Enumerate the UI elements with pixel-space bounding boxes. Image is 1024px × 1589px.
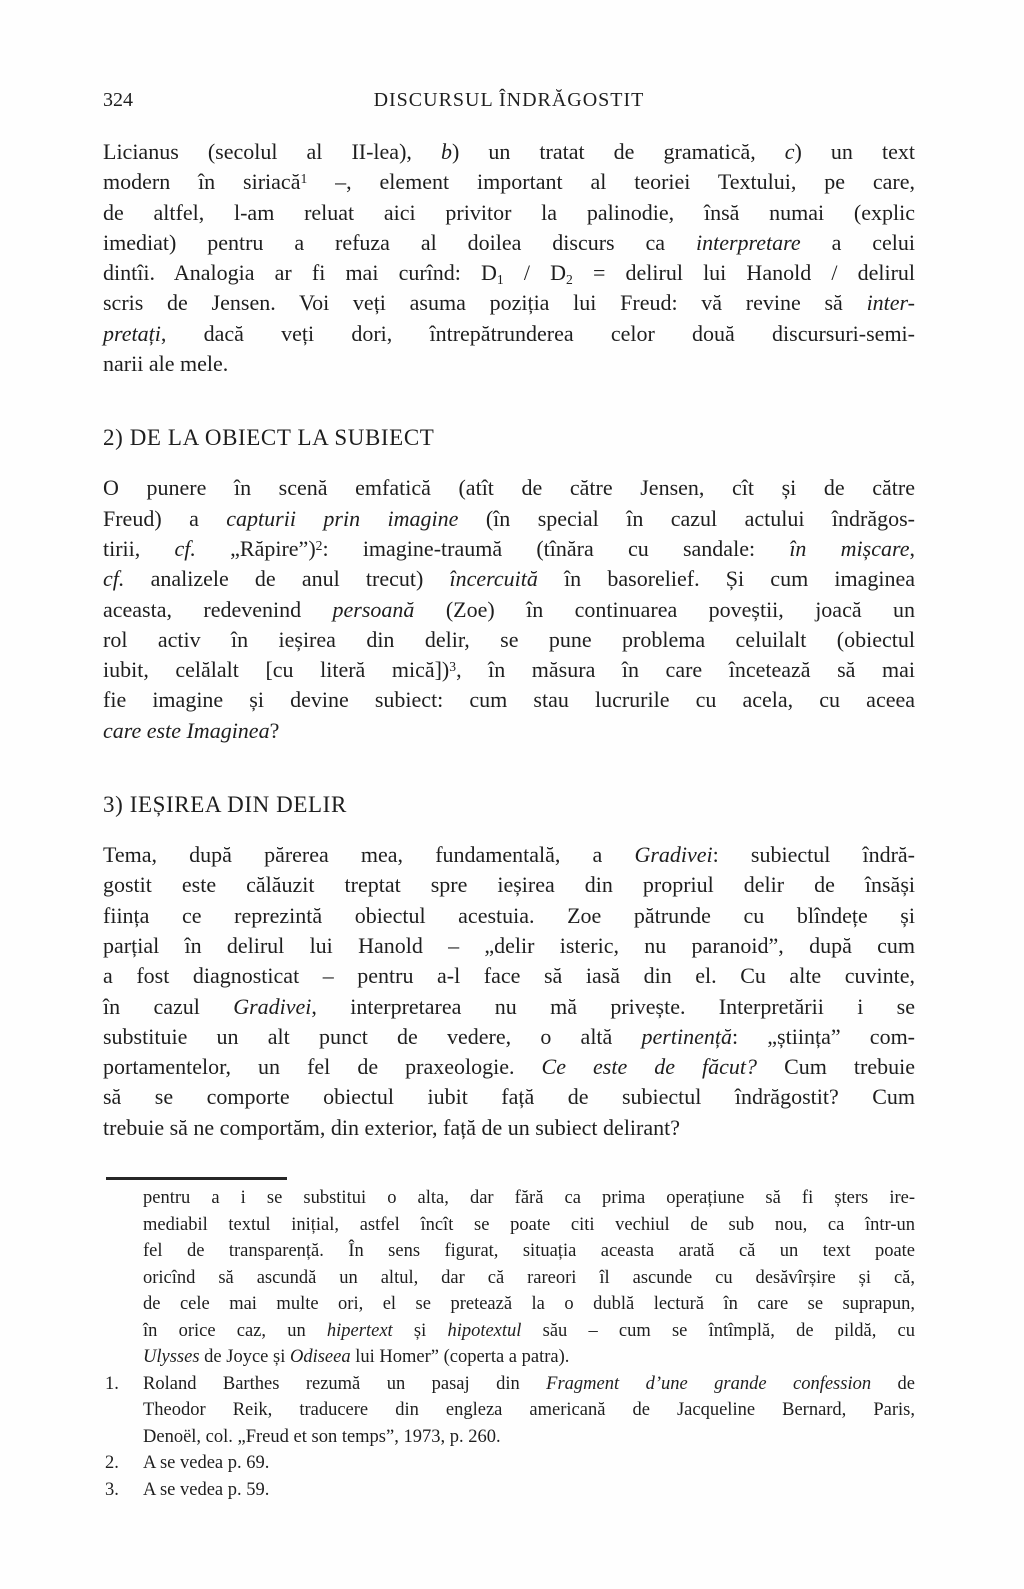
page-number: 324 <box>103 89 133 111</box>
text-line: Ulysses de Joyce și Odiseea lui Homer” (coperta a patra). <box>143 1347 570 1368</box>
text-line: ființa ce reprezintă obiectul acestuia. Zoe pătrunde cu blîndețe și <box>103 902 915 928</box>
emphasis-text: b <box>440 139 452 164</box>
text-line: Theodor Reik, traducere din engleza americană de Jacqueline Bernard, Paris, <box>143 1400 915 1421</box>
section-heading-2: 2) DE LA OBIECT LA SUBIECT <box>103 425 435 451</box>
footnote-continuation <box>143 1185 915 1371</box>
text-line: dintîi. Analogia ar fi mai curînd: D1 / D2 = delirul lui Hanold / delirul <box>103 260 916 287</box>
text-line: de altfel, l-am reluat aici privitor la palinodie, însă numai (explic <box>103 199 915 225</box>
text-line: A se vedea p. 59. <box>143 1479 270 1500</box>
text-line: aceasta, redevenind persoană (Zoe) în continuarea poveștii, joacă un <box>103 596 915 622</box>
text-line: fel de transparență. În sens figurat, situația aceasta arată că un text poate <box>143 1241 915 1262</box>
footnote-reference: 3 <box>449 659 457 675</box>
emphasis-text: Ce este de făcut? <box>541 1054 758 1080</box>
footnote-item-1 <box>103 1371 915 1451</box>
text-line: de cele mai multe ori, el se pretează la o dublă lectură în care se suprapun, <box>143 1294 915 1315</box>
emphasis-text: cf. <box>103 566 125 592</box>
page-header <box>103 85 915 115</box>
emphasis-text: Ulysses <box>143 1347 200 1368</box>
text-line: scris de Jensen. Voi veți asuma poziția lui Freud: vă revine să inter- <box>103 290 915 316</box>
footnote-item-2 <box>103 1450 915 1477</box>
text-line: substituie un alt punct de vedere, o altă pertinență: „știința” com- <box>103 1023 916 1049</box>
footnote-text <box>143 1477 915 1504</box>
subscript-text: 2 <box>566 272 573 287</box>
emphasis-text: care este Imaginea <box>103 717 270 743</box>
emphasis-text: hipotextul <box>447 1320 522 1341</box>
page-content <box>103 137 915 1503</box>
text-line: mediabil textul inițial, astfel încît se poate citi vechiul de sub nou, ca într-un <box>143 1214 915 1235</box>
footnote-reference: 2 <box>315 537 323 553</box>
emphasis-text: c <box>784 139 795 164</box>
emphasis-text: Gradivei <box>634 842 713 868</box>
emphasis-text: Odiseea <box>289 1347 351 1368</box>
emphasis-text: hipertext <box>326 1320 393 1341</box>
emphasis-text: capturii prin imagine <box>226 505 459 531</box>
footnote-number: 3. <box>105 1479 119 1500</box>
text-line: oricînd să ascundă un altul, dar că rareori îl ascunde cu desăvîrșire și că, <box>143 1267 915 1288</box>
emphasis-text: persoană <box>332 596 415 622</box>
text-line: fie imagine și devine subiect: cum stau lucrurile cu acela, cu aceea <box>103 687 915 713</box>
footnote-divider <box>106 1177 287 1180</box>
emphasis-text: Fragment d’une grande confession <box>546 1373 872 1394</box>
emphasis-text: Gradivei <box>233 993 312 1019</box>
text-line: modern în siriacă$^1$ –, element important al teoriei Textului, pe care, <box>103 169 915 195</box>
subscript-text: 1 <box>496 272 504 287</box>
text-line: în cazul Gradivei, interpretarea nu mă privește. Interpretării i se <box>103 993 915 1019</box>
emphasis-text: în mișcare <box>789 535 910 561</box>
text-line: Tema, după părerea mea, fundamentală, a Gradivei: subiectul îndră- <box>103 842 915 868</box>
emphasis-text: încercuită <box>449 566 538 592</box>
text-line: A se vedea p. 69. <box>143 1453 270 1474</box>
text-line: care este Imaginea? <box>103 717 280 743</box>
text-line: narii ale mele. <box>103 351 229 377</box>
text-line: în orice caz, un hipertext și hipotextul său – cum se întîmplă, de pildă, cu <box>143 1320 916 1341</box>
paragraph-1 <box>103 137 915 379</box>
paragraph-2 <box>103 473 915 746</box>
text-line: pretați, dacă veți dori, întrepătrunderea celor două discursuri-semi- <box>103 320 915 346</box>
text-line: rol activ în ieșirea din delir, se pune problema celuilalt (obiectul <box>103 626 915 652</box>
emphasis-text: pretați <box>103 320 161 346</box>
footnote-item-3 <box>103 1477 915 1504</box>
paragraph-3 <box>103 840 915 1143</box>
text-line: imediat) pentru a refuza al doilea discurs ca interpretare a celui <box>103 229 915 255</box>
text-line: a fost diagnosticat – pentru a-l face să iasă din el. Cu alte cuvinte, <box>103 963 915 989</box>
text-line: O punere în scenă emfatică (atît de către Jensen, cît și de către <box>103 475 915 501</box>
footnote-number: 2. <box>105 1453 119 1474</box>
text-line: tirii, cf. „Răpire”)$^2$: imagine-traumă (tînăra cu sandale: în mișcare, <box>103 535 916 561</box>
text-line: cf. analizele de anul trecut) încercuită în basorelief. Și cum imaginea <box>103 566 915 592</box>
footnotes-section <box>103 1185 915 1503</box>
footnote-number: 1. <box>105 1373 119 1394</box>
emphasis-text: pertinență <box>641 1023 732 1049</box>
text-line: Freud) a capturii prin imagine (în special în cazul actului îndrăgos- <box>103 505 916 531</box>
emphasis-text: cf. <box>174 535 196 561</box>
section-heading-3: 3) IEȘIREA DIN DELIR <box>103 792 347 818</box>
text-line: trebuie să ne comportăm, din exterior, față de un subiect delirant? <box>103 1114 681 1140</box>
text-line: să se comporte obiectul iubit față de subiectul îndrăgostit? Cum <box>103 1084 915 1110</box>
text-line: Denoël, col. „Freud et son temps”, 1973, p. 260. <box>143 1426 501 1447</box>
footnote-text <box>143 1371 915 1451</box>
text-line: Licianus (secolul al II-lea), b) un tratat de gramatică, c) un text <box>103 139 915 164</box>
emphasis-text: interpretare <box>695 229 801 255</box>
footnote-reference: 1 <box>300 171 308 187</box>
emphasis-text: inter- <box>866 290 915 316</box>
text-line: Roland Barthes rezumă un pasaj din Fragment d’une grande confession de <box>143 1373 915 1394</box>
text-line: iubit, celălalt [cu literă mică])$^3$, în măsura în care încetează să mai <box>103 657 915 683</box>
footnote-text <box>143 1450 915 1477</box>
text-line: pentru a i se substitui o alta, dar fără ca prima operațiune să fi șters ire- <box>143 1188 915 1209</box>
text-line: gostit este călăuzit treptat spre ieșirea din propriul delir de însăși <box>103 872 915 898</box>
text-line: portamentelor, un fel de praxeologie. Ce este de făcut? Cum trebuie <box>103 1054 915 1080</box>
text-line: parțial în delirul lui Hanold – „delir isteric, nu paranoid”, după cum <box>103 932 915 958</box>
running-title: DISCURSUL ÎNDRĂGOSTIT <box>373 89 645 111</box>
